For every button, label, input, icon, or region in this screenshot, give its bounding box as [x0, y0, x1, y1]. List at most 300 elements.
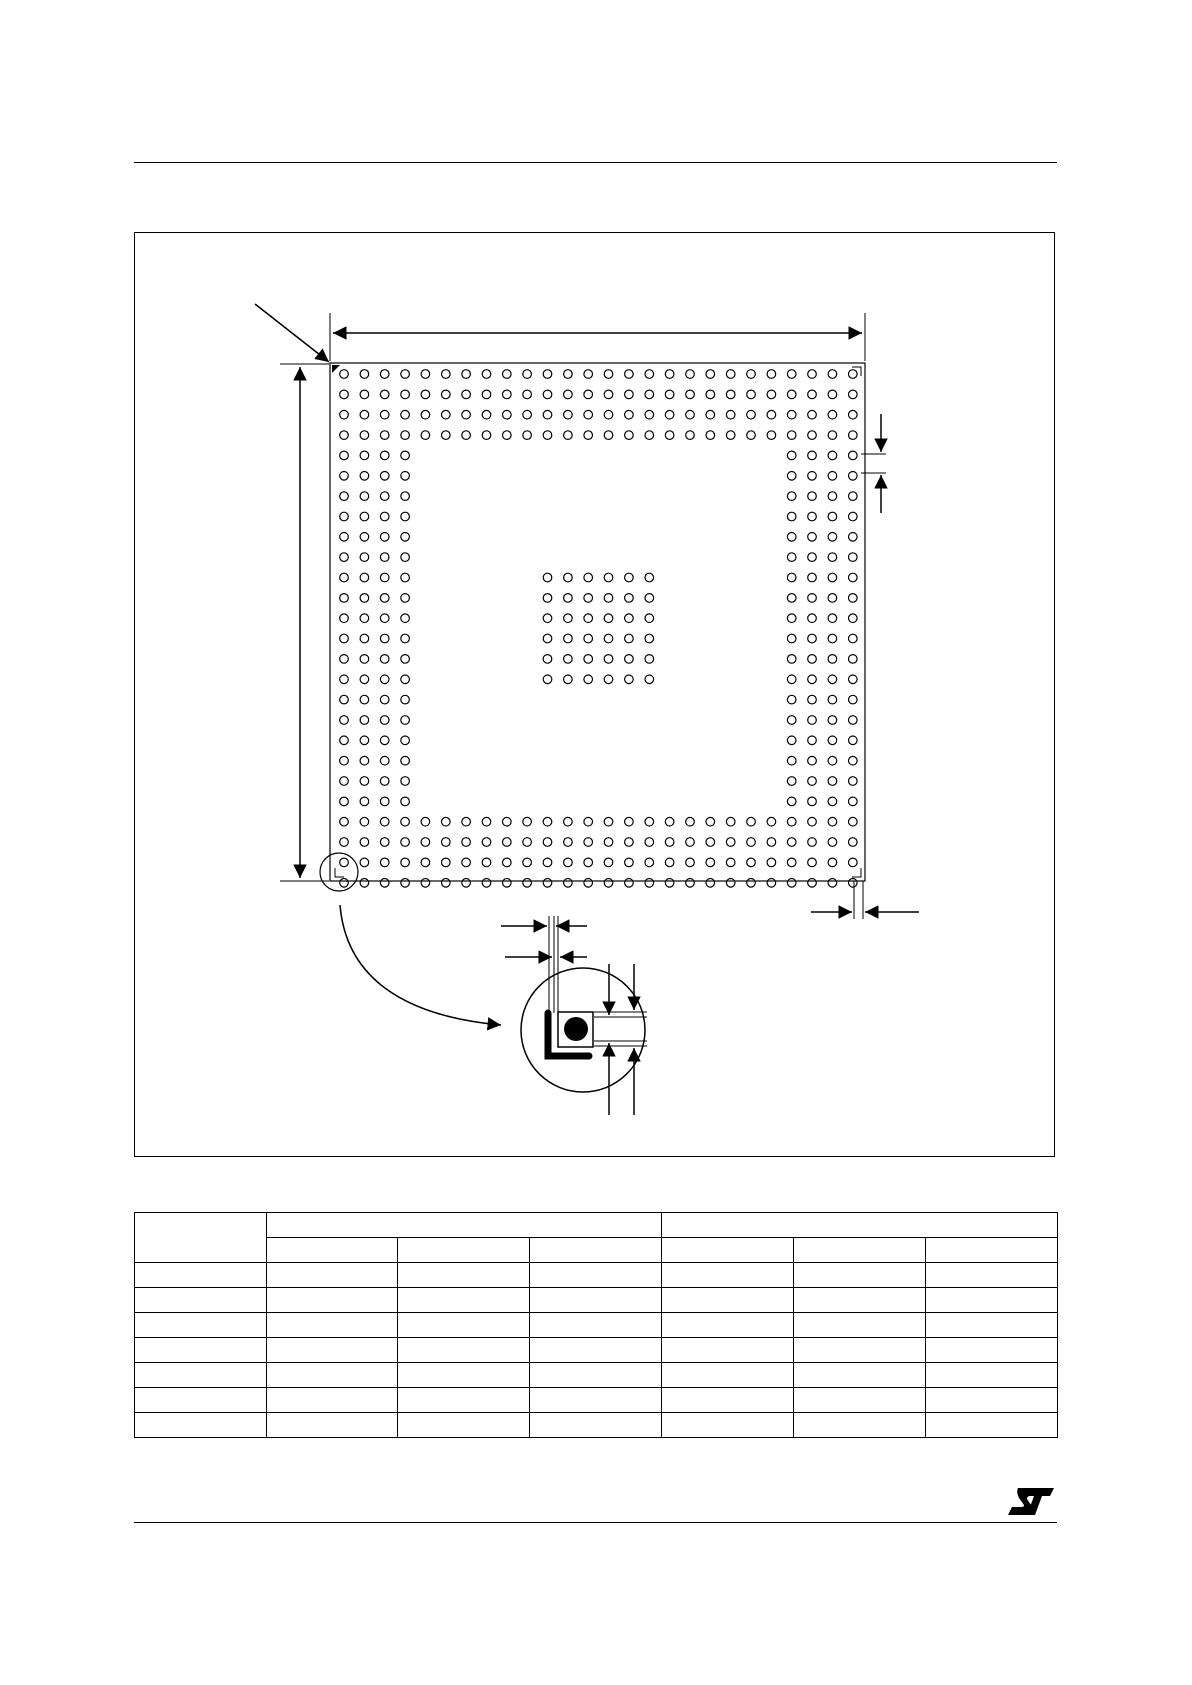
solder-ball: [401, 451, 410, 460]
solder-ball: [462, 879, 471, 888]
table-cell: [267, 1388, 398, 1413]
solder-ball: [747, 370, 756, 379]
solder-ball: [849, 879, 858, 888]
solder-ball: [442, 390, 451, 399]
solder-ball: [340, 594, 349, 603]
solder-ball: [747, 817, 756, 826]
solder-ball: [564, 390, 573, 399]
solder-ball: [340, 817, 349, 826]
solder-ball: [584, 431, 593, 440]
solder-ball: [360, 370, 369, 379]
solder-ball: [421, 390, 430, 399]
table-cell: [926, 1363, 1058, 1388]
solder-ball: [584, 675, 593, 684]
solder-ball: [808, 716, 817, 725]
solder-ball: [625, 573, 634, 582]
solder-ball: [564, 614, 573, 623]
solder-ball: [340, 410, 349, 419]
table-row: [135, 1338, 1058, 1363]
table-cell: [926, 1288, 1058, 1313]
solder-ball: [421, 817, 430, 826]
solder-ball: [360, 594, 369, 603]
solder-ball: [340, 614, 349, 623]
solder-ball: [543, 634, 552, 643]
solder-ball: [849, 736, 858, 745]
solder-ball: [747, 838, 756, 847]
solder-ball: [401, 553, 410, 562]
solder-ball: [380, 879, 389, 888]
package-outline-figure: [134, 232, 1055, 1157]
solder-ball: [564, 431, 573, 440]
solder-ball: [360, 797, 369, 806]
solder-ball: [808, 797, 817, 806]
solder-ball: [808, 675, 817, 684]
solder-ball: [340, 472, 349, 481]
subheader-cell: [398, 1238, 530, 1263]
solder-ball: [380, 695, 389, 704]
solder-ball: [808, 736, 817, 745]
table-cell: [662, 1288, 794, 1313]
solder-ball: [401, 736, 410, 745]
solder-ball: [482, 879, 491, 888]
solder-ball: [665, 817, 674, 826]
solder-ball: [849, 390, 858, 399]
solder-ball: [604, 675, 613, 684]
solder-ball: [564, 879, 573, 888]
solder-ball: [686, 817, 695, 826]
solder-ball: [808, 838, 817, 847]
solder-ball: [787, 594, 796, 603]
solder-ball: [360, 756, 369, 765]
solder-ball: [686, 838, 695, 847]
solder-ball: [340, 797, 349, 806]
solder-ball: [584, 573, 593, 582]
solder-ball: [543, 675, 552, 684]
table-cell: [267, 1313, 398, 1338]
solder-ball: [808, 512, 817, 521]
solder-ball: [808, 817, 817, 826]
solder-ball: [787, 777, 796, 786]
solder-ball: [503, 410, 512, 419]
solder-ball: [401, 797, 410, 806]
table-row: [135, 1313, 1058, 1338]
solder-ball: [380, 756, 389, 765]
solder-ball: [604, 817, 613, 826]
solder-ball: [380, 817, 389, 826]
solder-ball: [564, 573, 573, 582]
solder-ball: [828, 817, 837, 826]
solder-ball: [421, 431, 430, 440]
solder-ball: [849, 573, 858, 582]
pin1-leader-arrow: [255, 304, 329, 362]
solder-ball: [787, 797, 796, 806]
table-cell: [530, 1313, 662, 1338]
solder-ball: [604, 655, 613, 664]
table-cell: [267, 1338, 398, 1363]
header-cell-dim: [135, 1213, 267, 1263]
solder-ball: [360, 472, 369, 481]
solder-ball: [360, 817, 369, 826]
solder-ball: [645, 431, 654, 440]
solder-ball: [462, 858, 471, 867]
solder-ball: [828, 777, 837, 786]
solder-ball: [787, 370, 796, 379]
solder-ball: [564, 634, 573, 643]
solder-ball: [625, 431, 634, 440]
solder-ball: [828, 858, 837, 867]
solder-ball: [360, 492, 369, 501]
table-cell: [926, 1388, 1058, 1413]
solder-ball: [401, 492, 410, 501]
table-cell: [135, 1338, 267, 1363]
solder-ball: [584, 370, 593, 379]
solder-ball: [482, 838, 491, 847]
solder-ball: [645, 838, 654, 847]
solder-ball: [462, 431, 471, 440]
header-cell-group-1: [267, 1213, 662, 1238]
solder-ball: [726, 431, 735, 440]
solder-ball: [828, 451, 837, 460]
table-body: [135, 1263, 1058, 1438]
table-cell: [926, 1413, 1058, 1438]
solder-ball: [442, 431, 451, 440]
solder-ball: [849, 756, 858, 765]
package-drawing: [135, 233, 1056, 1158]
solder-ball: [849, 655, 858, 664]
solder-ball: [360, 736, 369, 745]
solder-ball: [787, 838, 796, 847]
solder-ball: [808, 410, 817, 419]
solder-ball: [808, 451, 817, 460]
solder-ball: [340, 879, 349, 888]
solder-ball: [787, 716, 796, 725]
solder-ball: [401, 594, 410, 603]
solder-ball: [604, 858, 613, 867]
solder-ball: [401, 410, 410, 419]
solder-ball: [482, 410, 491, 419]
table-cell: [794, 1413, 926, 1438]
solder-ball: [645, 410, 654, 419]
subheader-cell: [530, 1238, 662, 1263]
solder-ball: [625, 614, 634, 623]
solder-ball: [523, 858, 532, 867]
solder-ball: [380, 655, 389, 664]
solder-ball: [726, 838, 735, 847]
solder-ball: [787, 858, 796, 867]
solder-ball: [808, 777, 817, 786]
solder-ball: [584, 390, 593, 399]
solder-ball: [380, 410, 389, 419]
solder-ball: [340, 756, 349, 765]
solder-ball: [828, 492, 837, 501]
solder-ball: [828, 675, 837, 684]
solder-ball: [665, 410, 674, 419]
solder-ball: [625, 410, 634, 419]
solder-ball: [645, 655, 654, 664]
solder-ball: [401, 614, 410, 623]
solder-ball: [543, 614, 552, 623]
solder-ball: [625, 655, 634, 664]
solder-ball: [340, 858, 349, 867]
solder-ball: [401, 533, 410, 542]
solder-ball: [421, 879, 430, 888]
table-cell: [398, 1288, 530, 1313]
solder-ball: [462, 838, 471, 847]
solder-ball: [584, 410, 593, 419]
solder-ball: [543, 390, 552, 399]
solder-ball: [482, 390, 491, 399]
solder-ball: [747, 431, 756, 440]
solder-ball: [340, 512, 349, 521]
solder-ball: [625, 675, 634, 684]
solder-ball: [747, 390, 756, 399]
solder-ball: [828, 410, 837, 419]
solder-ball: [808, 573, 817, 582]
solder-ball: [665, 370, 674, 379]
solder-ball: [360, 390, 369, 399]
solder-ball: [625, 594, 634, 603]
solder-ball: [787, 553, 796, 562]
solder-ball: [401, 777, 410, 786]
solder-ball: [584, 838, 593, 847]
table-cell: [926, 1263, 1058, 1288]
table-row: [135, 1413, 1058, 1438]
solder-ball: [604, 410, 613, 419]
solder-ball: [442, 817, 451, 826]
solder-ball: [523, 879, 532, 888]
st-logo-shape: [1008, 1488, 1054, 1515]
table-cell: [530, 1338, 662, 1363]
solder-ball: [787, 573, 796, 582]
solder-ball: [380, 614, 389, 623]
solder-ball: [787, 390, 796, 399]
solder-ball: [360, 410, 369, 419]
table-cell: [530, 1388, 662, 1413]
solder-ball: [849, 716, 858, 725]
solder-ball: [747, 410, 756, 419]
solder-ball: [645, 390, 654, 399]
solder-ball: [808, 390, 817, 399]
solder-ball: [401, 838, 410, 847]
solder-ball: [849, 431, 858, 440]
solder-ball: [849, 512, 858, 521]
solder-ball: [625, 817, 634, 826]
solder-ball: [767, 410, 776, 419]
solder-ball: [564, 675, 573, 684]
solder-ball: [401, 716, 410, 725]
subheader-cell: [267, 1238, 398, 1263]
solder-ball: [787, 410, 796, 419]
solder-ball: [625, 370, 634, 379]
solder-ball: [380, 777, 389, 786]
table-row: [135, 1363, 1058, 1388]
table-subheader-row: [135, 1238, 1058, 1263]
solder-ball: [503, 431, 512, 440]
solder-ball: [849, 594, 858, 603]
solder-ball: [665, 858, 674, 867]
solder-ball: [543, 594, 552, 603]
table-cell: [135, 1313, 267, 1338]
solder-ball: [686, 858, 695, 867]
solder-ball: [401, 655, 410, 664]
solder-ball: [828, 614, 837, 623]
solder-ball: [828, 512, 837, 521]
solder-ball: [360, 614, 369, 623]
solder-ball: [767, 838, 776, 847]
solder-ball: [380, 472, 389, 481]
solder-ball: [401, 512, 410, 521]
solder-ball: [503, 390, 512, 399]
solder-ball: [828, 573, 837, 582]
table-cell: [662, 1313, 794, 1338]
solder-ball: [787, 655, 796, 664]
pin1-corner-triangle-icon: [332, 365, 340, 373]
footer-rule: [134, 1522, 1057, 1523]
solder-ball: [665, 390, 674, 399]
solder-ball: [686, 879, 695, 888]
solder-ball: [340, 390, 349, 399]
solder-ball: [808, 594, 817, 603]
table-cell: [794, 1338, 926, 1363]
solder-ball: [726, 370, 735, 379]
solder-ball: [380, 512, 389, 521]
solder-ball: [401, 695, 410, 704]
solder-ball: [442, 838, 451, 847]
solder-ball: [604, 370, 613, 379]
solder-ball: [421, 858, 430, 867]
solder-ball: [380, 492, 389, 501]
solder-ball: [360, 716, 369, 725]
table-cell: [267, 1363, 398, 1388]
solder-ball: [787, 614, 796, 623]
solder-ball: [360, 879, 369, 888]
table-cell: [794, 1363, 926, 1388]
solder-ball: [665, 431, 674, 440]
solder-ball: [787, 451, 796, 460]
solder-ball: [828, 879, 837, 888]
solder-ball: [849, 614, 858, 623]
solder-ball: [442, 858, 451, 867]
solder-ball: [767, 817, 776, 826]
table-cell: [398, 1313, 530, 1338]
solder-ball: [543, 858, 552, 867]
detail-magnifier-circle-icon: [320, 853, 358, 891]
solder-ball: [828, 553, 837, 562]
solder-ball: [645, 370, 654, 379]
solder-ball: [380, 797, 389, 806]
solder-ball: [808, 492, 817, 501]
solder-ball: [482, 858, 491, 867]
solder-ball: [442, 370, 451, 379]
solder-ball: [706, 858, 715, 867]
solder-ball: [380, 838, 389, 847]
solder-ball: [767, 370, 776, 379]
solder-ball: [564, 370, 573, 379]
solder-ball: [360, 838, 369, 847]
solder-ball: [523, 817, 532, 826]
solder-ball: [787, 634, 796, 643]
solder-ball: [340, 716, 349, 725]
solder-ball: [849, 858, 858, 867]
header-cell-group-2: [662, 1213, 1058, 1238]
solder-ball: [767, 879, 776, 888]
table-cell: [662, 1388, 794, 1413]
solder-ball: [584, 614, 593, 623]
solder-ball: [645, 594, 654, 603]
solder-ball: [340, 533, 349, 542]
table-cell: [398, 1338, 530, 1363]
solder-ball: [340, 777, 349, 786]
solder-ball: [686, 431, 695, 440]
solder-ball: [584, 634, 593, 643]
solder-ball: [706, 431, 715, 440]
solder-ball: [645, 675, 654, 684]
solder-ball: [828, 634, 837, 643]
table-cell: [530, 1413, 662, 1438]
solder-ball: [808, 634, 817, 643]
solder-ball: [462, 370, 471, 379]
solder-ball: [421, 370, 430, 379]
solder-ball: [380, 594, 389, 603]
solder-ball: [442, 879, 451, 888]
solder-ball: [849, 675, 858, 684]
solder-ball: [380, 736, 389, 745]
solder-ball: [401, 634, 410, 643]
solder-ball: [503, 370, 512, 379]
solder-ball: [849, 472, 858, 481]
table-cell: [135, 1388, 267, 1413]
solder-ball: [360, 573, 369, 582]
solder-ball: [360, 533, 369, 542]
solder-ball: [849, 817, 858, 826]
solder-ball: [584, 879, 593, 888]
solder-ball: [828, 695, 837, 704]
table-cell: [926, 1313, 1058, 1338]
solder-ball: [360, 512, 369, 521]
solder-ball: [625, 838, 634, 847]
st-logo-icon: [1006, 1486, 1056, 1518]
table-cell: [662, 1363, 794, 1388]
solder-ball: [421, 410, 430, 419]
solder-ball: [340, 655, 349, 664]
solder-ball: [767, 431, 776, 440]
solder-ball: [604, 838, 613, 847]
table-cell: [794, 1263, 926, 1288]
solder-ball: [482, 370, 491, 379]
solder-ball: [645, 817, 654, 826]
solder-ball: [421, 838, 430, 847]
table-cell: [398, 1388, 530, 1413]
solder-ball: [849, 797, 858, 806]
solder-ball: [787, 736, 796, 745]
solder-ball: [726, 410, 735, 419]
solder-ball: [564, 838, 573, 847]
solder-ball: [828, 716, 837, 725]
solder-ball: [808, 533, 817, 542]
table-cell: [135, 1263, 267, 1288]
solder-ball: [645, 614, 654, 623]
table-cell: [398, 1413, 530, 1438]
solder-ball: [706, 838, 715, 847]
solder-ball: [787, 879, 796, 888]
solder-ball: [787, 492, 796, 501]
solder-ball: [808, 695, 817, 704]
solder-ball: [849, 838, 858, 847]
solder-ball: [828, 390, 837, 399]
solder-ball: [401, 472, 410, 481]
solder-ball: [360, 634, 369, 643]
solder-ball: [726, 390, 735, 399]
